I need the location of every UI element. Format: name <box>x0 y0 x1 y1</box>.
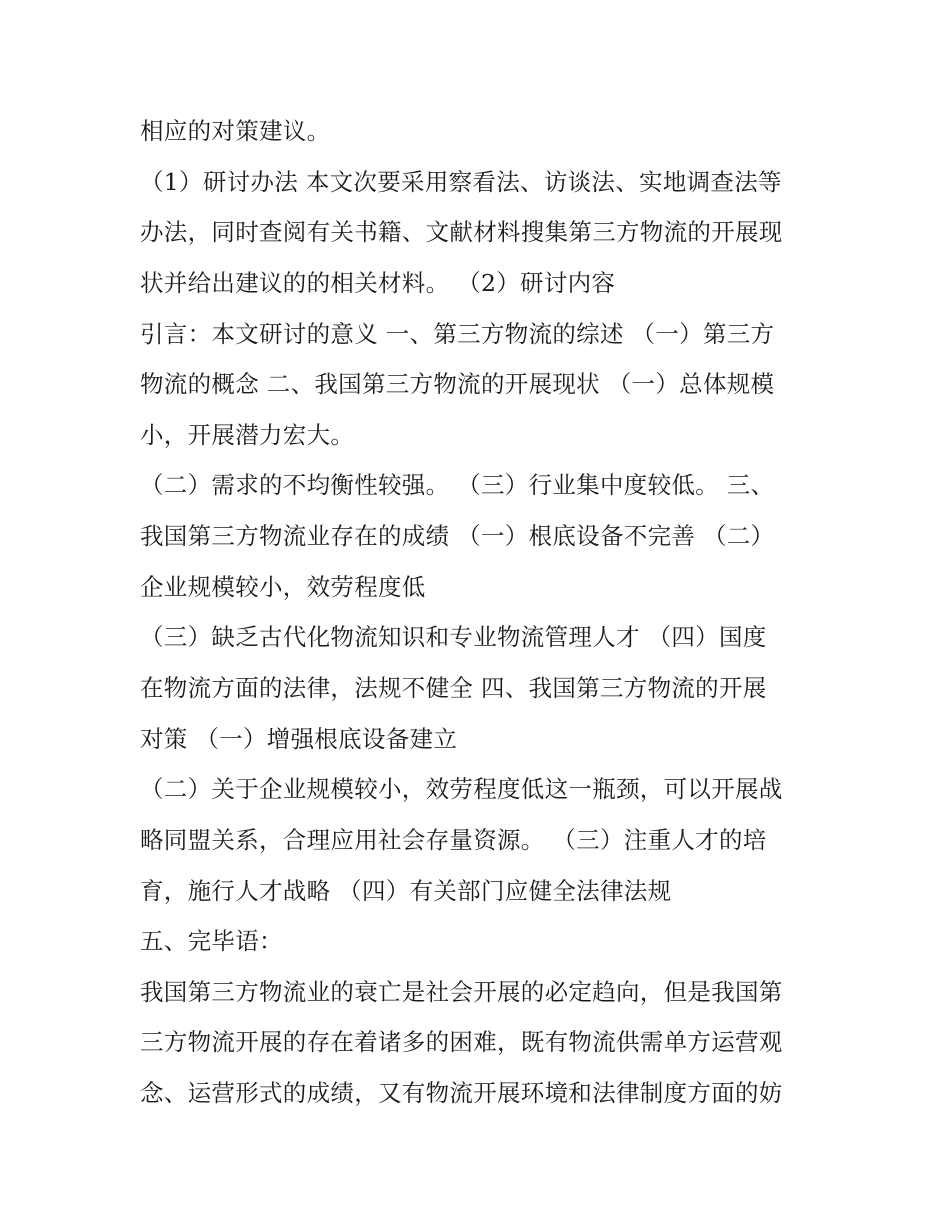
text-line: （二）关于企业规模较小，效劳程度低这一瓶颈，可以开展战 <box>140 775 783 803</box>
text-line: 物流的概念 二、我国第三方物流的开展现状 （一）总体规模 <box>140 370 775 398</box>
text-line: （二）需求的不均衡性较强。 （三）行业集中度较低。 三、 <box>140 471 775 499</box>
text-line: 引言：本文研讨的意义 一、第三方物流的综述 （一）第三方 <box>140 320 775 348</box>
text-line: 我国第三方物流业的衰亡是社会开展的必定趋向，但是我国第 <box>140 978 783 1006</box>
text-line: 在物流方面的法律，法规不健全 四、我国第三方物流的开展 <box>140 674 767 702</box>
text-line: 企业规模较小，效劳程度低 <box>140 573 426 601</box>
text-line: 育，施行人才战略 （四）有关部门应健全法律法规 <box>140 877 672 905</box>
text-line: 办法，同时查阅有关书籍、文献材料搜集第三方物流的开展现 <box>140 218 783 246</box>
text-line: 五、完毕语： <box>140 927 283 955</box>
text-line: 小，开展潜力宏大。 <box>140 421 355 449</box>
text-line: 略同盟关系，合理应用社会存量资源。 （三）注重人才的培 <box>140 826 767 854</box>
text-line: 对策 （一）增强根底设备建立 <box>140 725 458 753</box>
text-line: 我国第三方物流业存在的成绩 （一）根底设备不完善 （二） <box>140 522 775 550</box>
text-line: 状并给出建议的的相关材料。 （2）研讨内容 <box>140 269 616 297</box>
text-line: 念、运营形式的成绩，又有物流开展环境和法律制度方面的妨 <box>140 1079 783 1107</box>
text-line: 相应的对策建议。 <box>140 117 331 145</box>
text-line: （1）研讨办法 本文次要采用察看法、访谈法、实地调查法等 <box>140 168 782 196</box>
text-line: （三）缺乏古代化物流知识和专业物流管理人才 （四）国度 <box>140 623 767 651</box>
text-line: 三方物流开展的存在着诸多的困难，既有物流供需单方运营观 <box>140 1028 783 1056</box>
